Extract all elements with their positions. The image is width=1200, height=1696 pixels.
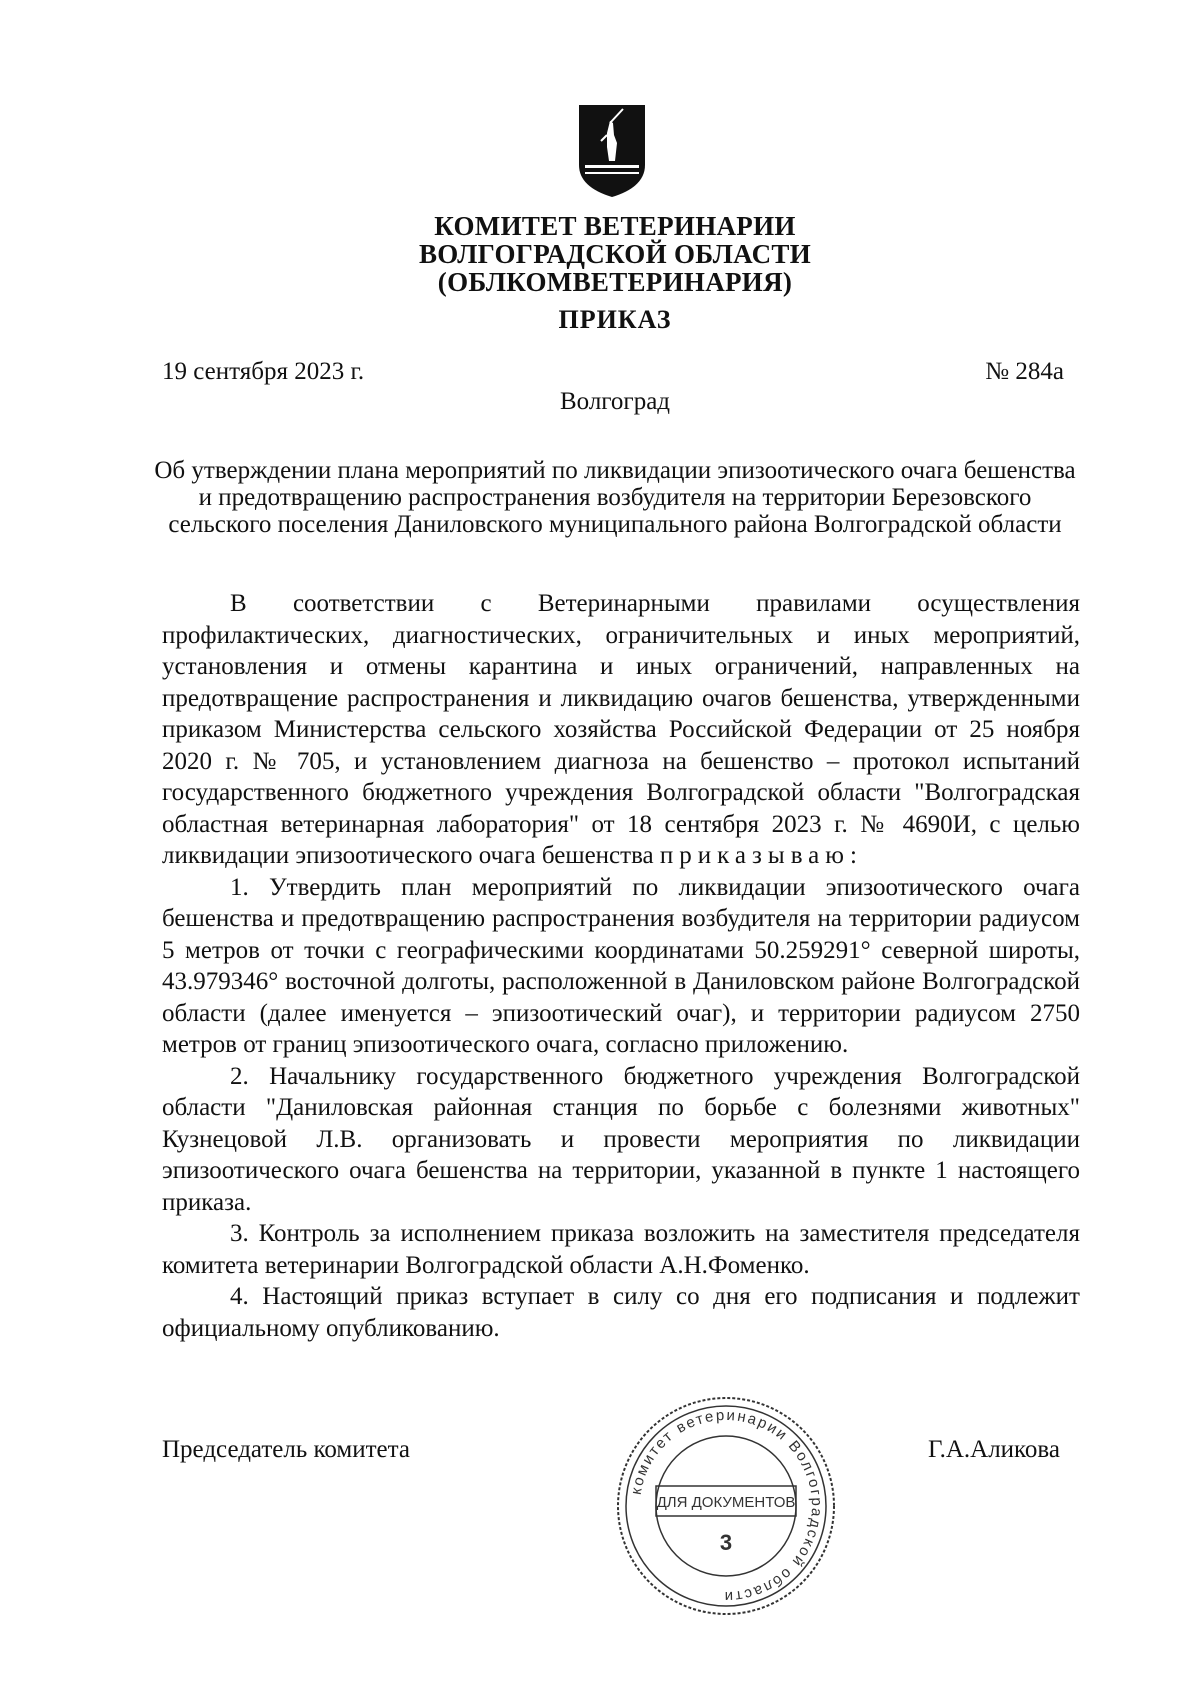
item-4: 4. Настоящий приказ вступает в силу со дня его подписания и подлежит официальному опубликованию.: [162, 1283, 1080, 1342]
signatory-name: Г.А.Аликова: [927, 1436, 1060, 1463]
organization-name: [0, 212, 1200, 296]
org-line-3: (ОБЛКОМВЕТЕРИНАРИЯ): [437, 267, 793, 297]
preamble-paragraph: [162, 588, 1080, 872]
document-body: [162, 588, 1080, 1344]
org-line-1: КОМИТЕТ ВЕТЕРИНАРИИ: [434, 211, 796, 241]
item-1: 1. Утвердить план мероприятий по ликвидации эпизоотического очага бешенства и предотвращению распространения возбудителя на территории радиусом 5 метров от точки с географическими координатами 50.259291° северной широты, 43.979346° восточной долготы, расположенной в Даниловском районе Волгоградской области (далее именуется – эпизоотический очаг), и территории радиусом 2750 метров от границ эпизоотического очага, согласно приложению.: [162, 873, 1080, 1058]
document-date: 19 сентября 2023 г.: [162, 358, 365, 385]
order-word: приказываю:: [659, 842, 863, 869]
document-type: ПРИКАЗ: [558, 305, 672, 334]
signatory-title: Председатель комитета: [162, 1436, 410, 1463]
seal-ring-text: комитет ветеринарии Волгоградской области: [627, 1406, 826, 1606]
coat-of-arms-icon: [577, 103, 647, 199]
item-2: 2. Начальнику государственного бюджетного учреждения Волгоградской области "Даниловская районная станция по борьбе с болезнями животных" Кузнецовой Л.В. организовать и провести мероприятия по ликвидации эпизоотического очага бешенства на территории, указанной в пункте 1 настоящего приказа.: [162, 1062, 1080, 1216]
item-3: 3. Контроль за исполнением приказа возложить на заместителя председателя комитета ветеринарии Волгоградской области А.Н.Фоменко.: [162, 1220, 1080, 1279]
org-line-2: ВОЛГОГРАДСКОЙ ОБЛАСТИ: [419, 239, 811, 269]
preamble-text: В соответствии с Ветеринарными правилами осуществления профилактических, диагностических, ограничительных и иных мероприятий, установления и отмены карантина и иных ограничений, направленных на предотвращение распространения и ликвидацию очагов бешенства, утвержденными приказом Министерства сельского хозяйства Российской Федерации от 25 ноября 2020 г. № 705, и установлением диагноза на бешенство – протокол испытаний государственного бюджетного учреждения Волгоградской области "Волгоградская областная ветеринарная лаборатория" от 18 сентября 2023 г. № 4690И, с целью ликвидации эпизоотического очага бешенства: [162, 590, 1080, 869]
official-seal-icon: [612, 1392, 840, 1620]
seal-number: 3: [719, 1530, 733, 1555]
document-number: № 284а: [985, 358, 1064, 385]
seal-center-text: ДЛЯ ДОКУМЕНТОВ: [656, 1494, 796, 1511]
document-city: Волгоград: [559, 388, 671, 415]
document-subject: Об утверждении плана мероприятий по ликвидации эпизоотического очага бешенства и предотвращению распространения возбудителя на территории Березовского сельского поселения Даниловского муниципального района Волгоградской области: [154, 457, 1076, 538]
